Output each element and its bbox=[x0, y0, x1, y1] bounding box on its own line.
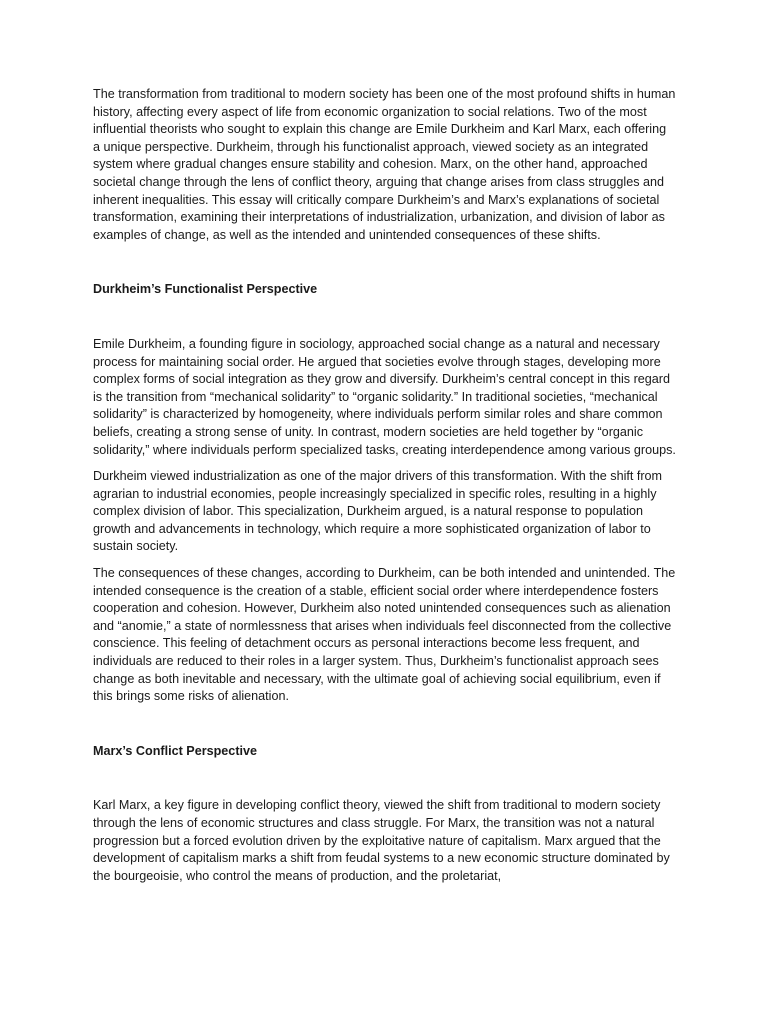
body-paragraph: Durkheim viewed industrialization as one of the major drivers of this transformation. With the shift from agrarian to industrial economies, people increasingly specialized in specific roles, resulting in a highly complex division of labor. This specialization, Durkheim argued, is a natural response to population growth and advancements in technology, which require a more sophisticated organization of labor to sustain society. bbox=[93, 469, 663, 554]
body-paragraph: The consequences of these changes, according to Durkheim, can be both intended and unintended. The intended consequence is the creation of a stable, efficient social order where interdependence fosters cooperation and cohesion. However, Durkheim also noted unintended consequences such as alienation and “anomie,” a state of normlessness that arises when individuals feel disconnected from the collective conscience. This feeling of detachment occurs as personal interactions become less frequent, and individuals are reduced to their roles in a larger system. Thus, Durkheim’s functionalist approach sees change as both inevitable and necessary, with the ultimate goal of achieving social equilibrium, even if this brings some risks of alienation. bbox=[93, 566, 676, 704]
section-heading-durkheim: Durkheim’s Functionalist Perspective bbox=[93, 282, 318, 297]
body-paragraph: Emile Durkheim, a founding figure in sociology, approached social change as a natural and necessary process for maintaining social order. He argued that societies evolve through stages, developing more complex forms of social integration as they grow and diversify. Durkheim’s central concept in this regard is the transition from “mechanical solidarity” to “organic solidarity.” In traditional societies, “mechanical solidarity” is characterized by homogeneity, where individuals perform similar roles and share common beliefs, creating a strong sense of unity. In contrast, modern societies are held together by “organic solidarity,” where individuals perform specialized tasks, creating interdependence among various groups. bbox=[93, 336, 676, 457]
section-heading-marx: Marx’s Conflict Perspective bbox=[93, 743, 258, 758]
body-paragraph: Karl Marx, a key figure in developing conflict theory, viewed the shift from traditional to modern society through the lens of economic structures and class struggle. For Marx, the transition was not a natural progression but a forced evolution driven by the exploitative nature of capitalism. Marx argued that the development of capitalism marks a shift from feudal systems to a new economic structure dominated by the bourgeoisie, who control the means of production, and the proletariat, bbox=[93, 798, 670, 883]
intro-paragraph: The transformation from traditional to modern society has been one of the most profound shifts in human history, affecting every aspect of life from economic organization to social relations. Two of the most influential theorists who sought to explain this change are Emile Durkheim and Karl Marx, each offering a unique perspective. Durkheim, through his functionalist approach, viewed society as an integrated system where gradual changes ensure stability and cohesion. Marx, on the other hand, approached societal change through the lens of conflict theory, arguing that change arises from class struggles and inherent inequalities. This essay will critically compare Durkheim’s and Marx’s explanations of societal transformation, examining their interpretations of industrialization, urbanization, and division of labor as examples of change, as well as the intended and unintended consequences of these shifts. bbox=[93, 87, 676, 242]
